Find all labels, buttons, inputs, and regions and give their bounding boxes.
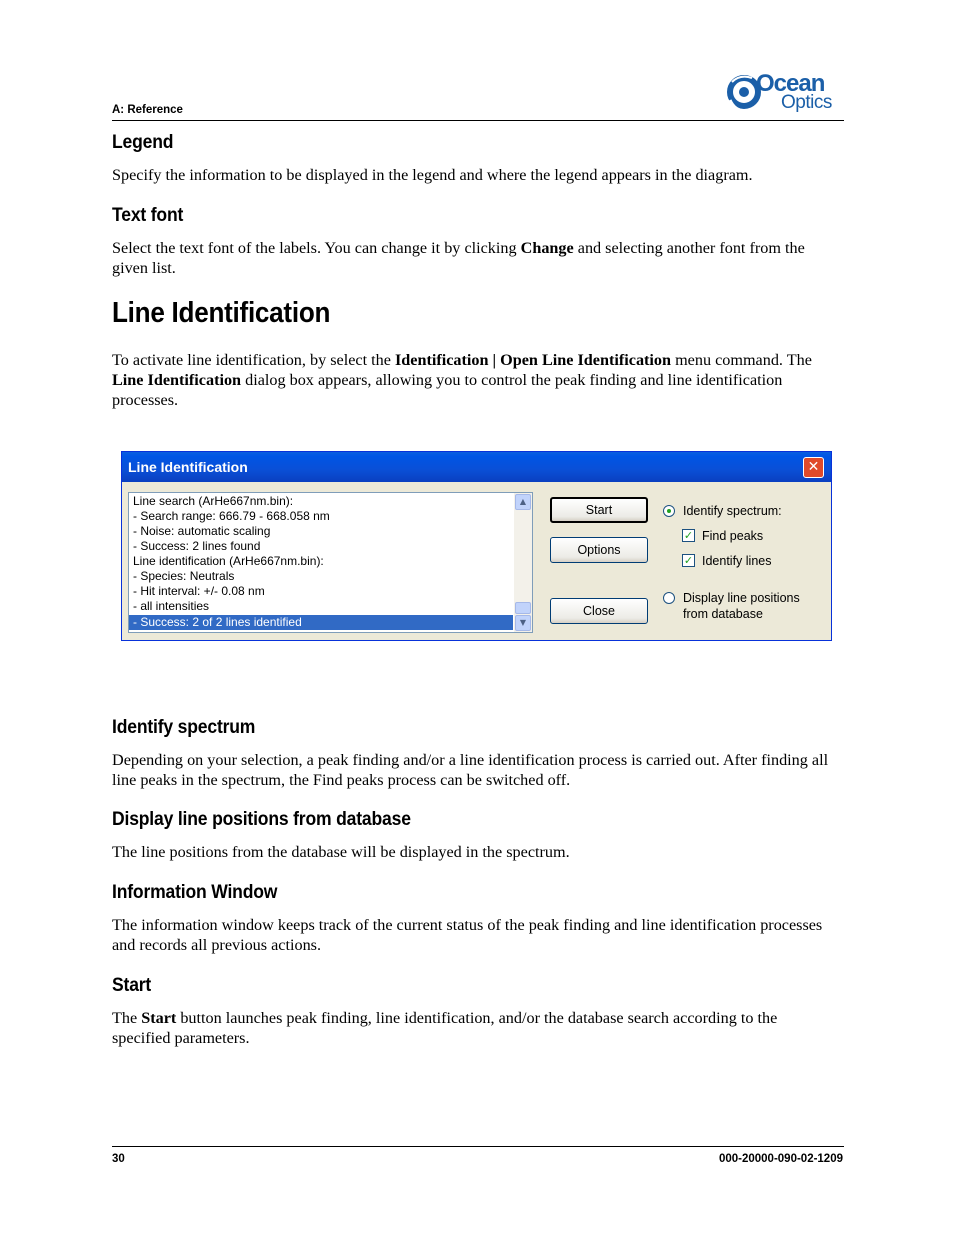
information-window-heading: Information Window [112, 881, 278, 903]
identify-spectrum-radio[interactable] [663, 505, 675, 517]
log-scrollbar[interactable] [514, 493, 532, 632]
close-icon[interactable]: ✕ [803, 457, 824, 478]
log-line: Line identification (ArHe667nm.bin): [133, 554, 324, 568]
log-line: - Success: 2 lines found [133, 539, 261, 553]
line-identification-dialog [121, 451, 832, 641]
header-section-label: A: Reference [112, 104, 183, 116]
identify-spectrum-heading: Identify spectrum [112, 716, 256, 738]
document-number: 000-20000-090-02-1209 [718, 1153, 843, 1165]
logo-word-ocean: Ocean [756, 70, 825, 97]
identify-spectrum-label: Identify spectrum: [683, 504, 782, 518]
display-line-positions-paragraph: The line positions from the database will be displayed in the spectrum. [112, 843, 570, 861]
display-line-positions-label-2: from database [683, 607, 763, 621]
line-identification-paragraph: To activate line identification, by select the Identification | Open Line Identification menu command. The Line Identification dialog box appears, allowing you to control the peak finding and line identification processes. [112, 351, 812, 409]
start-button[interactable]: Start [550, 497, 648, 523]
scroll-thumb[interactable] [515, 602, 531, 614]
log-line: - Noise: automatic scaling [133, 524, 271, 538]
header-divider [112, 120, 844, 121]
start-heading: Start [112, 974, 152, 996]
logo-word-optics: Optics [781, 92, 832, 113]
scroll-down-icon[interactable]: ▼ [515, 615, 531, 631]
information-window[interactable] [128, 492, 533, 633]
scroll-up-icon[interactable]: ▲ [515, 494, 531, 510]
options-button[interactable]: Options [550, 537, 648, 563]
display-line-positions-radio[interactable] [663, 592, 675, 604]
text-font-paragraph: Select the text font of the labels. You can change it by clicking Change and selecting another font from the given list. [112, 239, 805, 277]
legend-paragraph: Specify the information to be displayed in the legend and where the legend appears in the diagram. [112, 166, 753, 184]
dialog-title: Line Identification [128, 459, 248, 475]
text-font-heading: Text font [112, 204, 184, 226]
log-line: - all intensities [133, 599, 210, 613]
log-line-selected[interactable]: - Success: 2 of 2 lines identified [129, 615, 513, 630]
log-line: - Hit interval: +/- 0.08 nm [133, 584, 265, 598]
identify-lines-checkbox[interactable]: ✓ [683, 554, 694, 567]
log-line: Line search (ArHe667nm.bin): [133, 494, 294, 508]
identify-lines-label: Identify lines [702, 554, 772, 568]
ocean-optics-logo [726, 70, 846, 116]
information-window-paragraph: The information window keeps track of the current status of the peak finding and line identification processes and records all previous actions. [112, 916, 823, 954]
log-line: - Search range: 666.79 - 668.058 nm [133, 509, 330, 523]
page-number: 30 [112, 1153, 125, 1165]
footer-divider [112, 1146, 844, 1147]
identify-spectrum-paragraph: Depending on your selection, a peak finding and/or a line identification process is carried out. After finding all line peaks in the spectrum, the Find peaks process can be switched off. [112, 751, 829, 789]
log-line: - Species: Neutrals [133, 569, 235, 583]
display-line-positions-label: Display line positions [683, 591, 800, 605]
line-identification-heading: Line Identification [112, 297, 331, 329]
dialog-titlebar[interactable] [122, 452, 831, 482]
find-peaks-label: Find peaks [702, 529, 764, 543]
legend-heading: Legend [112, 131, 174, 153]
find-peaks-checkbox[interactable]: ✓ [683, 529, 694, 542]
display-line-positions-heading: Display line positions from database [112, 808, 411, 830]
start-paragraph: The Start button launches peak finding, line identification, and/or the database search according to the specified parameters. [112, 1009, 778, 1047]
close-button[interactable]: Close [550, 598, 648, 624]
